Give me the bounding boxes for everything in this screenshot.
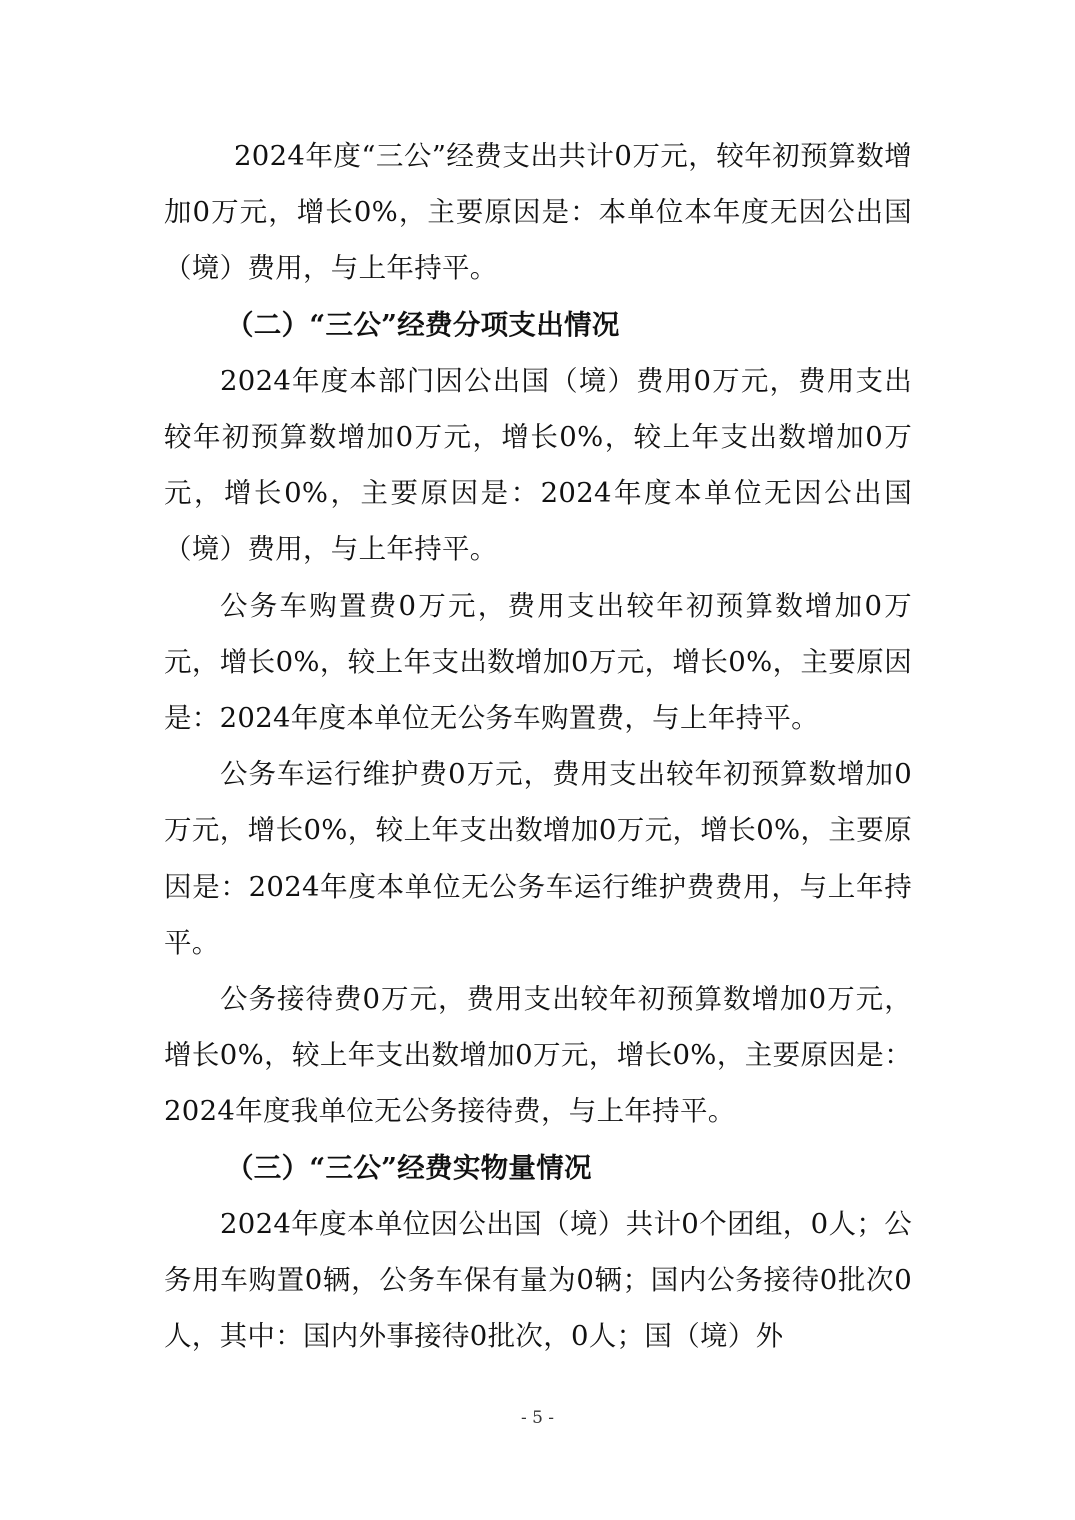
document-body	[164, 128, 912, 1364]
paragraph-reception: 公务接待费0万元，费用支出较年初预算数增加0万元，增长0%，较上年支出数增加0万元，增长0%，主要原因是：2024年度我单位无公务接待费，与上年持平。	[164, 983, 912, 1128]
paragraph-vehicle-maintenance: 公务车运行维护费0万元，费用支出较年初预算数增加0万元，增长0%，较上年支出数增加0万元，增长0%，主要原因是：2024年度本单位无公务车运行维护费费用，与上年持平。	[164, 758, 912, 959]
paragraph-overseas-travel: 2024年度本部门因公出国（境）费用0万元，费用支出较年初预算数增加0万元，增长0%，较上年支出数增加0万元，增长0%，主要原因是：2024年度本单位无因公出国（境）费用，与上年持平。	[164, 364, 912, 566]
section-heading-physical-quantity: （三）“三公”经费实物量情况	[226, 1151, 592, 1184]
page-number: - 5 -	[520, 1408, 555, 1428]
paragraph-vehicle-purchase: 公务车购置费0万元，费用支出较年初预算数增加0万元，增长0%，较上年支出数增加0万元，增长0%，主要原因是：2024年度本单位无公务车购置费，与上年持平。	[164, 589, 912, 735]
section-heading-itemized-expenditure: （二）“三公”经费分项支出情况	[226, 308, 620, 341]
paragraph-physical-quantity: 2024年度本单位因公出国（境）共计0个团组，0人；公务用车购置0辆，公务车保有量为0辆；国内公务接待0批次0人，其中：国内外事接待0批次，0人；国（境）外	[164, 1207, 912, 1353]
paragraph-total-expenditure: 2024年度“三公”经费支出共计0万元，较年初预算数增加0万元，增长0%，主要原因是：本单位本年度无因公出国（境）费用，与上年持平。	[164, 140, 912, 285]
